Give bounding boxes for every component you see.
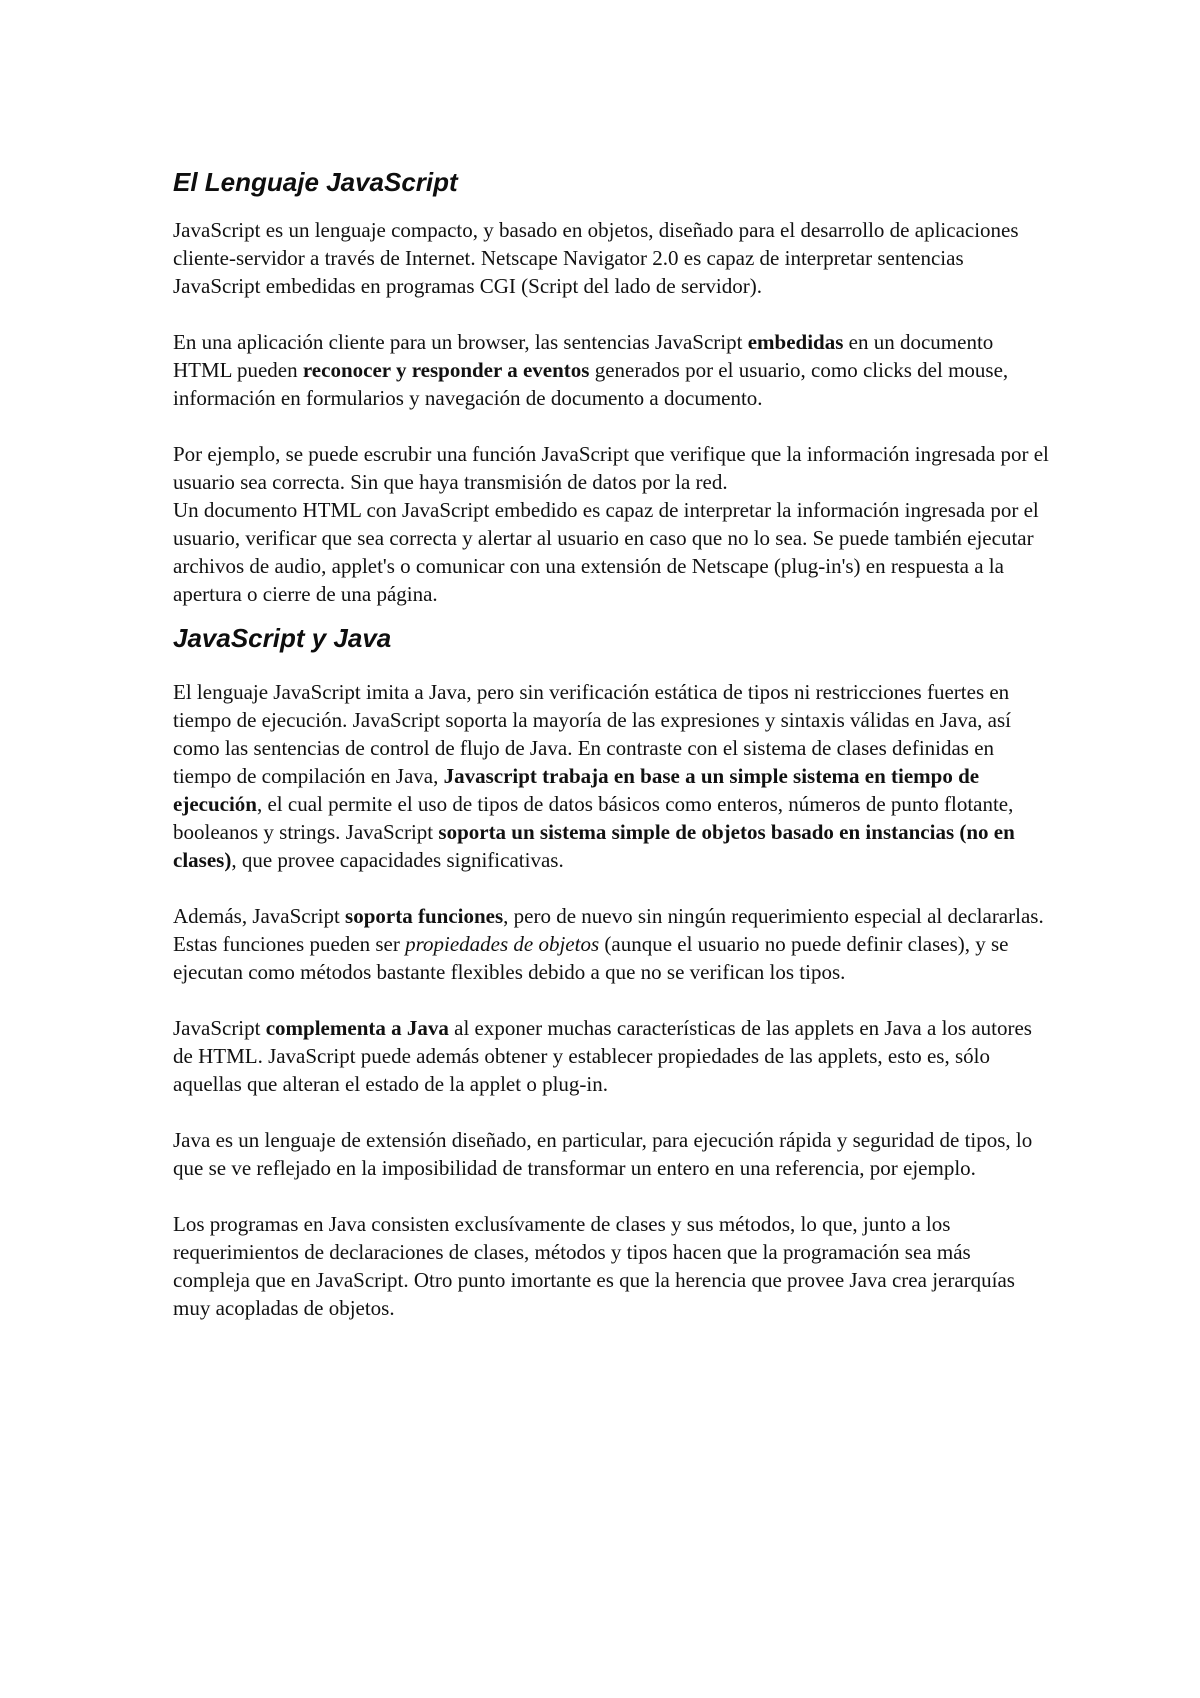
paragraph-html-document: Un documento HTML con JavaScript embedido es capaz de interpretar la información ingresada por el usuario, verificar que sea correcta y alertar al usuario en caso que no lo sea. Se puede también ejecutar archivos de audio, applet's o comunicar con una extensión de Netscape (plug-in's) en respuesta a la apertura o cierre de una página.	[173, 498, 1039, 606]
text-run: generados por el usuario, como clicks del mouse, información en formularios y navegación de documento a documento.	[173, 358, 1009, 410]
document-title: El Lenguaje JavaScript	[173, 167, 458, 197]
text-run: En una aplicación cliente para un browser, las sentencias JavaScript	[173, 330, 748, 354]
text-run: (aunque el usuario no puede definir clases), y se ejecutan como métodos bastante flexibles debido a que no se verifican los tipos.	[173, 932, 1009, 984]
text-run: , pero de nuevo sin ningún requerimiento especial al declararlas. Estas funciones pueden ser	[173, 904, 1044, 956]
paragraph-complements-java	[173, 1014, 1050, 1098]
paragraph-intro: JavaScript es un lenguaje compacto, y basado en objetos, diseñado para el desarrollo de aplicaciones cliente-servidor a través de Internet. Netscape Navigator 2.0 es capaz de interpretar sentencias JavaScript embedidas en programas CGI (Script del lado de servidor).	[173, 218, 1019, 298]
paragraph-functions	[173, 902, 1050, 986]
paragraph-java-programs: Los programas en Java consisten exclusívamente de clases y sus métodos, lo que, junto a los requerimientos de declaraciones de clases, métodos y tipos hacen que la programación sea más compleja que en JavaScript. Otro punto imortante es que la herencia que provee Java crea jerarquías muy acopladas de objetos.	[173, 1212, 1015, 1320]
section-heading-java: JavaScript y Java	[173, 623, 392, 653]
text-run: al exponer muchas características de las applets en Java a los autores de HTML. JavaScript puede además obtener y establecer propiedades de las applets, esto es, sólo aquellas que alteran el estado de la applet o plug-in.	[173, 1016, 1032, 1096]
italic-run: propiedades de objetos	[405, 932, 600, 956]
text-run: , el cual permite el uso de tipos de datos básicos como enteros, números de punto flotante, booleanos y strings. JavaScript	[173, 792, 1014, 844]
bold-run: embedidas	[747, 330, 844, 354]
paragraph-example: Por ejemplo, se puede escrubir una función JavaScript que verifique que la información ingresada por el usuario sea correcta. Sin que haya transmisión de datos por la red.	[173, 442, 1049, 494]
bold-run: Javascript trabaja en base a un simple sistema en tiempo de ejecución	[173, 764, 980, 816]
paragraph-imitates-java	[173, 678, 1050, 874]
text-run: JavaScript	[173, 1016, 266, 1040]
text-run: El lenguaje JavaScript imita a Java, pero sin verificación estática de tipos ni restricciones fuertes en tiempo de ejecución. JavaScript soporta la mayoría de las expresiones y sintaxis válidas en Java, así como las sentencias de control de flujo de Java. En contraste con el sistema de clases definidas en tiempo de compilación en Java,	[173, 680, 1012, 788]
text-run: , que provee capacidades significativas.	[231, 848, 564, 872]
text-run: Además, JavaScript	[173, 904, 346, 928]
text-run: en un documento HTML pueden	[173, 330, 994, 382]
bold-run: soporta funciones	[345, 904, 504, 928]
paragraph-client-app	[173, 328, 1050, 412]
paragraph-java-extension: Java es un lenguaje de extensión diseñado, en particular, para ejecución rápida y seguridad de tipos, lo que se ve reflejado en la imposibilidad de transformar un entero en una referencia, por ejemplo.	[173, 1128, 1033, 1180]
bold-run: reconocer y responder a eventos	[302, 358, 590, 382]
bold-run: complementa a Java	[265, 1016, 449, 1040]
bold-run: soporta un sistema simple de objetos basado en instancias (no en clases)	[173, 820, 1015, 872]
